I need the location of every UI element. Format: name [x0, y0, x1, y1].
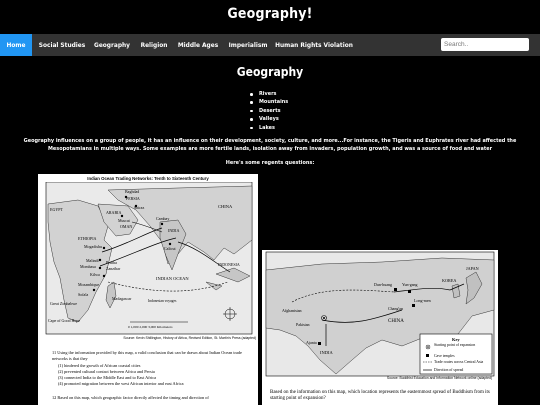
place-label: OMAN [120, 224, 133, 229]
key-item: Starting point of expansion [434, 343, 476, 347]
answer-option: (3) connected India to the Middle East and to East Africa [58, 375, 157, 380]
answer-option: (1) hindered the growth of African coastal cities [58, 363, 141, 368]
place-label: Great Zimbabwe [50, 301, 77, 306]
place-label: EGYPT [50, 207, 63, 212]
place-label: Baghdad [125, 189, 140, 194]
place-label: Pemba [106, 260, 117, 265]
nav-social-studies[interactable]: Social Studies [38, 41, 86, 49]
place-label: Calicut [164, 246, 176, 251]
place-label: Sofala [78, 292, 89, 297]
nav-geography[interactable]: Geography [94, 41, 130, 49]
map-source: Source: Kevin Shillington, History of Africa, Revised Edition, St. Martin's Press (adapted) [123, 336, 256, 340]
place-label: CHINA [218, 204, 233, 209]
buddhism-map-image [262, 250, 498, 405]
navbar [0, 34, 540, 56]
place-label: Kilwa [90, 272, 100, 277]
list-item: Valleys [250, 115, 288, 123]
place-label: KOREA [442, 278, 457, 283]
nav-middle-ages[interactable]: Middle Ages [177, 41, 219, 49]
place-label: JAPAN [466, 266, 479, 271]
place-label: INDIAN OCEAN [156, 276, 189, 281]
key-item: Trade routes across Central Asia [434, 360, 484, 364]
place-label: Indonesian voyages [148, 299, 177, 303]
answer-option: (2) prevented cultural contact between Africa and Persia [58, 369, 155, 374]
place-label: Madagascar [112, 296, 132, 301]
key-item: Cave temples [434, 354, 455, 358]
nav-imperialism[interactable]: Imperialism [228, 41, 268, 49]
place-label: INDONESIA [218, 262, 240, 267]
place-label: Chang'an [388, 306, 403, 311]
place-label: INDIA [320, 350, 333, 355]
site-title: Geography! [227, 6, 313, 22]
place-label: Mombasa [80, 264, 96, 269]
place-label: Afghanistan [282, 308, 302, 313]
place-label: Cape of Good Hope [48, 318, 81, 323]
place-label: Mogadishu [84, 244, 102, 249]
place-label: Pakistan [296, 322, 310, 327]
place-label: Yun-gang [402, 282, 418, 287]
place-label: ARABIA [106, 210, 122, 215]
search-input[interactable]: Search.. [441, 38, 529, 51]
place-label: Muscat [118, 218, 130, 223]
map-source: Source: Buddhist Education and Information Network online (adapted) [386, 376, 492, 380]
key-title: Key [452, 337, 460, 342]
answer-option: (4) promoted migration between the west African interior and east Africa [58, 381, 184, 386]
map-drawing [262, 250, 498, 380]
place-label: Zanzibar [106, 266, 121, 271]
list-item: Rivers [250, 90, 288, 98]
place-label: Cambay [156, 216, 170, 221]
place-label: Shiraz [134, 205, 145, 210]
indian-ocean-map-image [38, 174, 258, 405]
key-item: Direction of spread [434, 368, 464, 372]
list-item: Deserts [250, 107, 288, 115]
regents-label: Here's some regents questions: [225, 160, 315, 166]
list-item: Lakes [250, 124, 288, 132]
place-label: ETHIOPIA [78, 236, 97, 241]
nav-human-rights[interactable]: Human Rights Violation [275, 41, 353, 49]
place-label: PERSIA [126, 196, 140, 201]
place-label: CHINA [388, 319, 404, 324]
scale-label: 0 1,000 2,000 3,000 Kilometers [128, 325, 173, 329]
page-title: Geography [236, 65, 304, 79]
nav-home[interactable]: Home [0, 34, 32, 56]
place-label: Ajanta [306, 340, 317, 345]
question-text: Based on the information on this map, which location represents the easternmost spread of Buddhism from its starting point of expansion? [270, 390, 490, 401]
place-label: Malindi [86, 258, 99, 263]
place-label: Dun-huang [374, 282, 392, 287]
nav-religion[interactable]: Religion [140, 41, 168, 49]
place-label: Mozambique [78, 282, 100, 287]
question-text: 12 Based on this map, which geographic factor directly affected the timing and direction of [52, 395, 209, 400]
topic-list [250, 90, 288, 132]
intro-paragraph: Geography influences on a group of people, it has an influence on their development, society, culture, and more...For instance, the Tigeris and Euphrates river had affected the Mesopotamians in multiple ways. Some examples are more fertile lands, isolation away from invaders, population growth, and was a source of food and water [23, 138, 517, 152]
place-label: Long-men [414, 298, 431, 303]
list-item: Mountains [250, 98, 288, 106]
map-title: Indian Ocean Trading Networks: Tenth to Sixteenth Century [87, 176, 209, 181]
place-label: INDIA [168, 228, 180, 233]
map-drawing [38, 182, 258, 342]
question-text: 11 Using the information provided by this map, a valid conclusion that can be drawn about Indian Ocean trade networks is that they [52, 350, 242, 361]
